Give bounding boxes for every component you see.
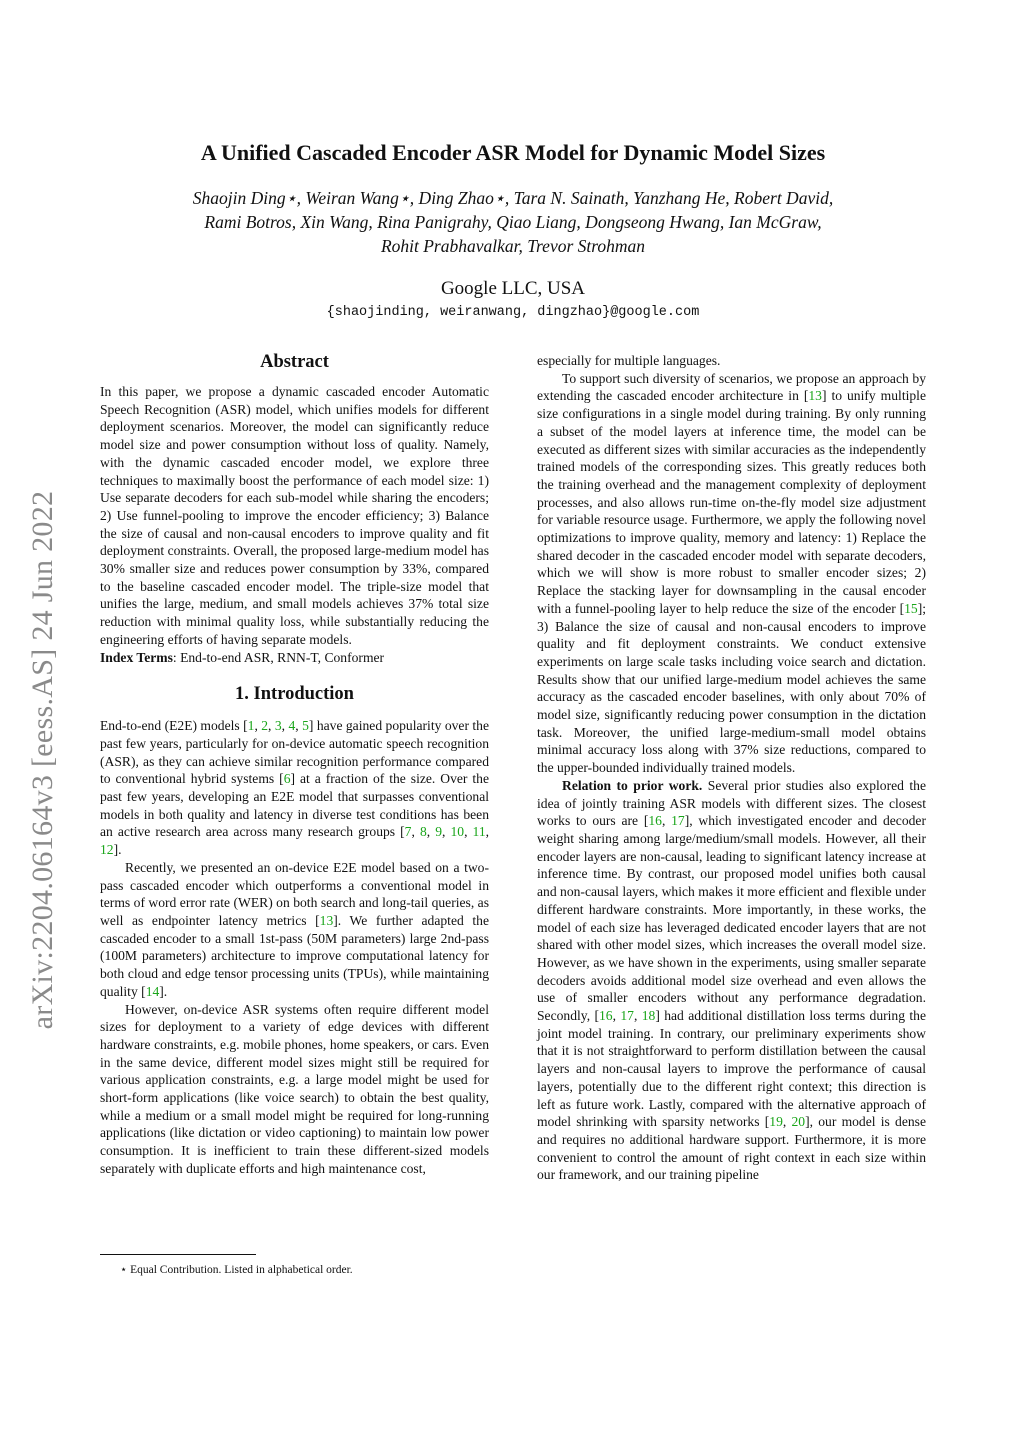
- text-run: ,: [426, 824, 436, 840]
- text-run: End-to-end (E2E) models [: [100, 718, 248, 734]
- text-run: Recently, we presented an on-device E2E model based on a two-pass cascaded encoder which outperforms a conventional model in terms of word error rate (WER) on both search and long-tail queries, as well as endpointer latency metrics [: [100, 859, 489, 928]
- text-run: To support such diversity of scenarios, we propose an approach by extending the cascaded encoder architecture in [: [537, 370, 926, 404]
- intro-paragraph-3-continued: especially for multiple languages.: [537, 353, 721, 368]
- text-run: ,: [281, 718, 289, 734]
- text-run: ] had additional distillation loss terms during the joint model training. In contrary, our preliminary experiments show that it is not straightforward to perform distillation between the causal layers and non-causal layers to improve the performance of causal layers, potentially due to the different right context; this direction is left as future work. Lastly, compared with the alternative approach of model shrinking with sparsity networks [: [537, 1008, 926, 1130]
- intro-paragraph-3: However, on-device ASR systems often require different model sizes for deployment to a variety of edge devices with different hardware constraints, e.g. mobile phones, home speakers, or cars. Even in the same device, different model sizes might still be required for various application constraints, e.g. a large model might be used for short-form applications (like voice search) to obtain the best quality, while a medium or a small model might be required for long-running applications (like dictation or video captioning) to maintain low power consumption. It is inefficient to train these different-sized models separately with duplicate efforts and high maintenance cost,: [100, 1001, 489, 1176]
- citation-link[interactable]: 17: [620, 1008, 634, 1024]
- citation-link[interactable]: 6: [283, 771, 291, 787]
- citation-link[interactable]: 10: [450, 824, 465, 840]
- citation-link[interactable]: 19: [769, 1114, 783, 1130]
- citation-link[interactable]: 18: [641, 1008, 656, 1024]
- text-run: ,: [464, 824, 473, 840]
- text-run: Several prior studies also explored the idea of jointly training ASR models with different sizes. The closest works to ours are [: [537, 777, 926, 829]
- citation-link[interactable]: 17: [671, 813, 685, 829]
- citation-link[interactable]: 12: [100, 842, 114, 858]
- text-run: ,: [485, 824, 490, 840]
- citation-link[interactable]: 4: [288, 718, 296, 734]
- text-run: ,: [661, 813, 672, 829]
- citation-link[interactable]: 13: [808, 388, 822, 404]
- text-run: ,: [612, 1008, 621, 1024]
- arxiv-sidebar: [18, 450, 68, 1070]
- author-line: Shaojin Ding⋆, Weiran Wang⋆, Ding Zhao⋆, Tara N. Sainath, Yanzhang He, Robert David,: [192, 188, 834, 208]
- abstract-text: In this paper, we propose a dynamic cascaded encoder Automatic Speech Recognition (ASR) model, which unifies models for different deployment scenarios. Moreover, the model can significantly reduce model size and power consumption without loss of quality. Namely, with the dynamic cascaded encoder model, we explore three techniques to maximally boost the performance of each model size: 1) Use separate decoders for each sub-model while sharing the encoders; 2) Use funnel-pooling to improve the encoder efficiency; 3) Balance the size of causal and non-causal encoders to improve quality and fit deployment constraints. Overall, the proposed large-medium model has 30% smaller size and reduces power consumption by 33%, compared to the baseline cascaded encoder model. The triple-size model that unifies the large, medium, and small models achieves 37% total size reduction with minimal quality loss, while substantially reducing the engineering efforts of having separate models.: [100, 384, 489, 647]
- citation-link[interactable]: 11: [472, 824, 486, 840]
- citation-link[interactable]: 5: [302, 718, 309, 734]
- footnote: ⋆ Equal Contribution. Listed in alphabetical order.: [120, 1264, 353, 1276]
- intro-paragraph-1: [100, 717, 489, 859]
- paragraph-label: Relation to prior work.: [562, 777, 703, 793]
- text-run: ,: [411, 824, 420, 840]
- index-terms: [100, 649, 489, 667]
- text-run: ,: [633, 1008, 642, 1024]
- text-run: ].: [113, 842, 122, 858]
- citation-link[interactable]: 2: [261, 718, 269, 734]
- text-run: ].: [159, 983, 168, 999]
- abstract-heading: Abstract: [260, 352, 329, 372]
- text-run: ]; 3) Balance the size of causal and non-causal encoders to improve quality and fit deployment constraints. We conduct extensive experiments on large scale tasks including voice search and dictation. Results show that our unified large-medium model achieves the same accuracy as the cascaded encoder baselines, with only about 70% of model size, significantly reducing power consumption in the dictation task. Moreover, the unified large-medium-small model obtains minimal accuracy loss along with 37% size reductions, compared to the upper-bounded individually trained models.: [537, 600, 926, 776]
- right-column: [537, 352, 926, 1184]
- citation-link[interactable]: 3: [274, 718, 282, 734]
- author-emails: {shaojinding, weiranwang, dingzhao}@google.com: [326, 305, 700, 320]
- citation-link[interactable]: 9: [435, 824, 442, 840]
- text-run: ]. We further adapted the cascaded encoder to a small 1st-pass (50M parameters) large 2nd-pass (100M parameters) architecture to improve computational latency for both cloud and edge tensor processing units (TPUs), while maintaining quality [: [100, 912, 489, 999]
- intro-paragraph-2: [100, 859, 489, 1001]
- author-list: [110, 186, 916, 258]
- text-run: ] to unify multiple size configurations in a single model during training. By only running a subset of the model layers at inference time, the model can be executed as different sizes with similar accuracies as the independently trained models of the corresponding sizes. This greatly reduces both the training overhead and the management complexity of deployment processes, and also allows run-time on-the-fly model size adjustment for variable resource usage. Furthermore, we apply the following novel optimizations to improve quality, memory and latency: 1) Replace the shared decoder in the cascaded encoder model with separate decoders, which we will show is more robust to smaller encoder sizes; 2) Replace the stacking layer for downsampling in the causal encoder with a funnel-pooling layer to help reduce the size of the encoder [: [537, 388, 926, 616]
- citation-link[interactable]: 8: [419, 824, 427, 840]
- citation-link[interactable]: 16: [648, 813, 662, 829]
- text-run: ,: [254, 718, 262, 734]
- text-run: ] at a fraction of the size. Over the past few years, developing an E2E model that surpasses conventional models in both quality and latency in diverse test conditions has been an active research area across many research groups [: [100, 771, 490, 840]
- left-column: [100, 352, 489, 1178]
- citation-link[interactable]: 15: [904, 600, 918, 616]
- paper-title: A Unified Cascaded Encoder ASR Model for Dynamic Model Sizes: [200, 140, 826, 165]
- intro-paragraph-4: [537, 370, 926, 777]
- index-terms-text: : End-to-end ASR, RNN-T, Conformer: [172, 649, 385, 665]
- citation-link[interactable]: 7: [404, 824, 412, 840]
- text-run: ], our model is dense and requires no additional hardware support. Furthermore, it is more convenient to control the amount of right context in each size within our framework, and our training pipeline: [537, 1114, 927, 1183]
- text-run: ,: [782, 1114, 792, 1130]
- introduction-heading: 1. Introduction: [235, 684, 354, 705]
- text-run: ,: [442, 824, 451, 840]
- citation-link[interactable]: 1: [247, 718, 255, 734]
- footnote-rule: [100, 1254, 256, 1255]
- author-line: Rami Botros, Xin Wang, Rina Panigrahy, Qiao Liang, Dongseong Hwang, Ian McGraw,: [204, 212, 822, 232]
- index-terms-label: Index Terms: [100, 649, 173, 665]
- text-run: ,: [295, 718, 303, 734]
- citation-link[interactable]: 16: [599, 1008, 613, 1024]
- text-run: ] have gained popularity over the past few years, particularly for on-device automatic speech recognition (ASR), as they can achieve similar recognition performance compared to conventional hybrid systems [: [100, 718, 489, 787]
- author-line: Rohit Prabhavalkar, Trevor Strohman: [380, 236, 646, 256]
- text-run: ,: [268, 718, 275, 734]
- affiliation: Google LLC, USA: [440, 278, 586, 299]
- citation-link[interactable]: 13: [319, 912, 334, 928]
- citation-link[interactable]: 14: [145, 983, 160, 999]
- citation-link[interactable]: 20: [791, 1114, 806, 1130]
- text-run: ], which investigated encoder and decoder weight sharing among large/medium/small models. However, all their encoder layers are non-causal, leading to significant latency increase at inference time. By contrast, our proposed model unifies both causal and non-causal layers, which makes it more efficient and flexible under different hardware constraints. More importantly, in these works, the model of each size has leveraged dedicated encoder layers that are not shared with other model sizes, which increases the overall model size. However, as we have shown in the experiments, using smaller separate decoders avoids additional model size overhead and even allows the use of smaller encoders without any performance degradation. Secondly, [: [537, 813, 926, 1024]
- intro-paragraph-5: [537, 777, 926, 1184]
- arxiv-identifier: arXiv:2204.06164v3 [eess.AS] 24 Jun 2022: [26, 490, 59, 1030]
